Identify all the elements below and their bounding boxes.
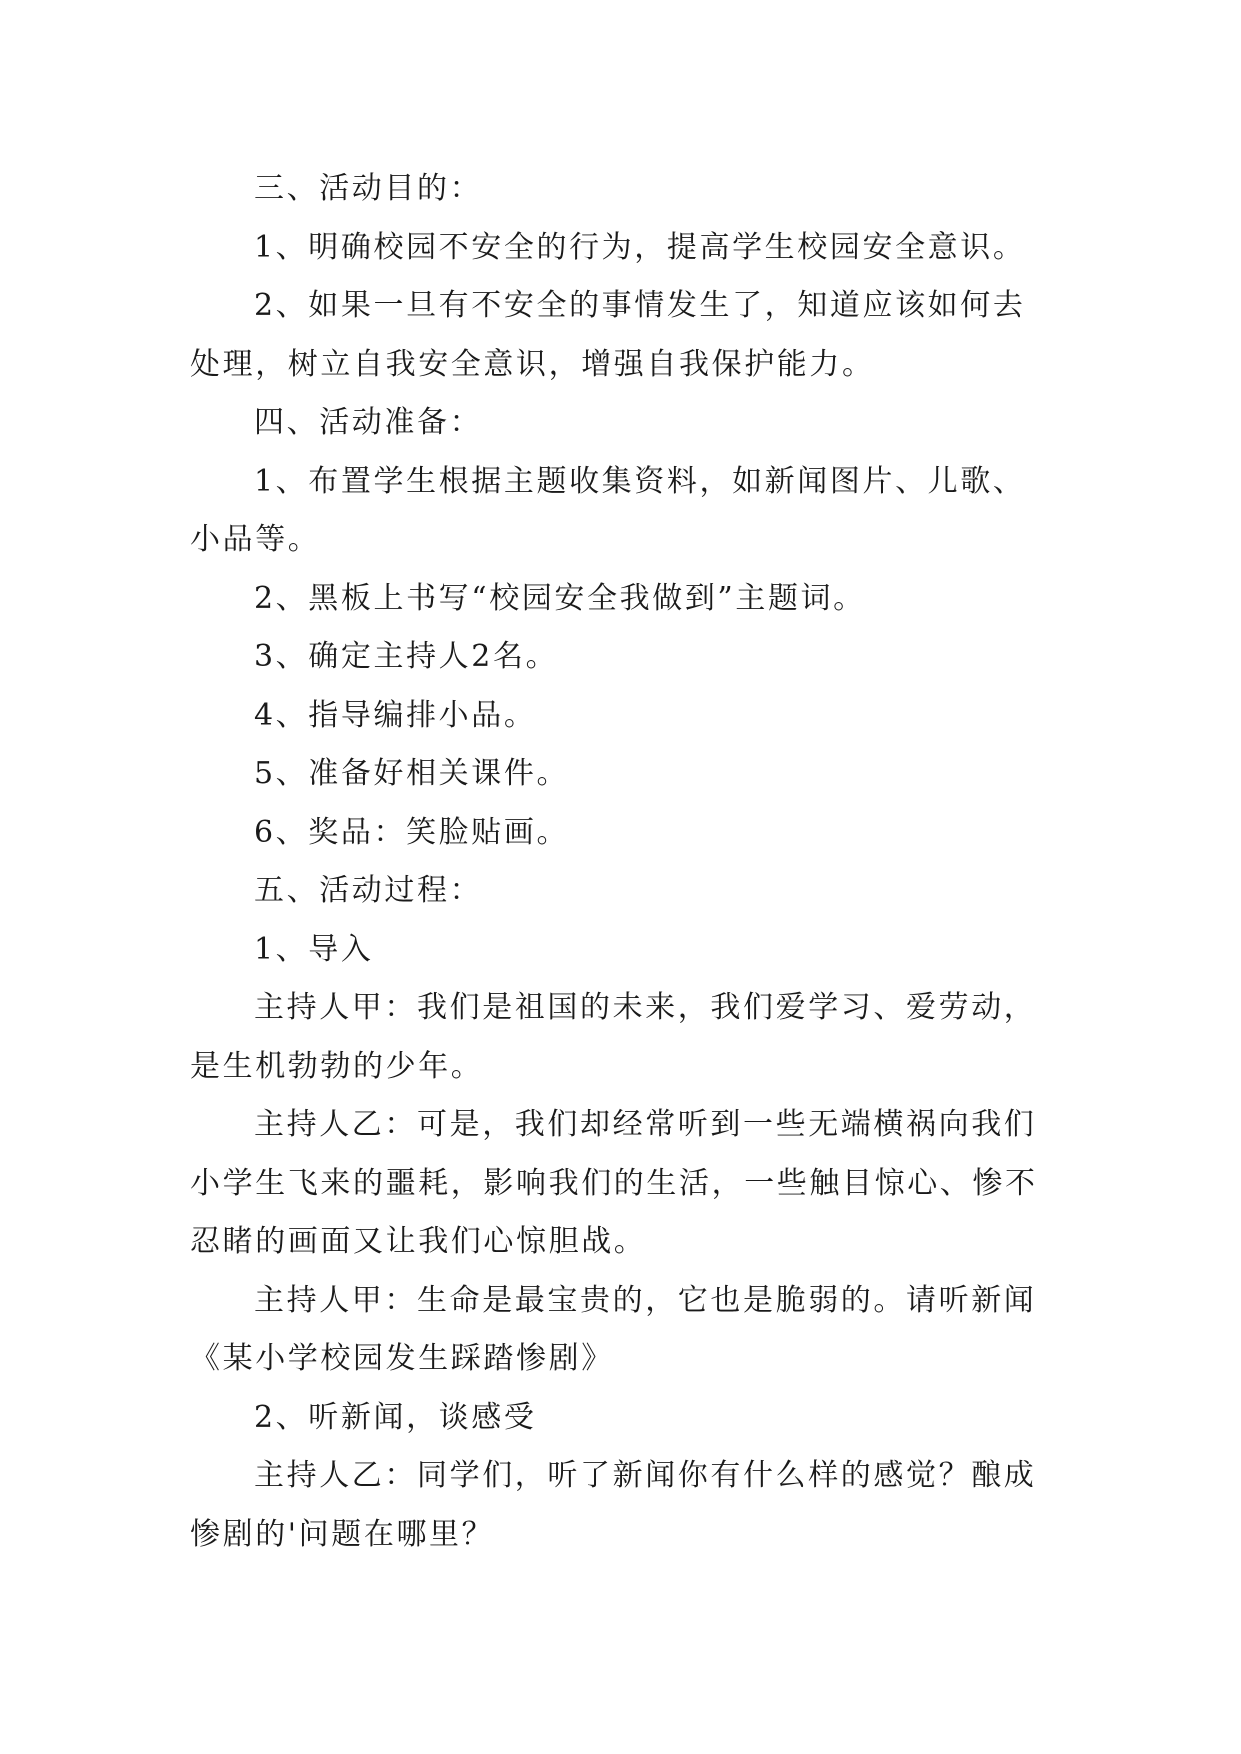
preparation-item-4: 4、指导编排小品。: [254, 697, 537, 733]
preparation-item-1: 1、布置学生根据主题收集资料，如新闻图片、儿歌、小品等。: [190, 463, 1026, 557]
dialogue-host-b-2: 主持人乙：同学们，听了新闻你有什么样的感觉？酿成惨剧的'问题在哪里？: [190, 1458, 1037, 1552]
purpose-item-2: 2、如果一旦有不安全的事情发生了，知道应该如何去处理，树立自我安全意识，增强自我保护能力。: [190, 288, 1026, 382]
section-heading-purpose: 三、活动目的：: [254, 171, 483, 206]
dialogue-host-a-1: 主持人甲：我们是祖国的未来，我们爱学习、爱劳动，是生机勃勃的少年。: [190, 990, 1037, 1084]
section-heading-process: 五、活动过程：: [254, 873, 483, 908]
preparation-item-6: 6、奖品：笑脸贴画。: [254, 814, 570, 850]
preparation-item-5: 5、准备好相关课件。: [254, 756, 570, 791]
purpose-item-1: 1、明确校园不安全的行为，提高学生校园安全意识。: [254, 229, 1026, 265]
section-heading-preparation: 四、活动准备：: [254, 405, 483, 440]
preparation-item-2: 2、黑板上书写“校园安全我做到”主题词。: [254, 580, 866, 616]
dialogue-host-a-2: 主持人甲：生命是最宝贵的，它也是脆弱的。请听新闻《某小学校园发生踩踏惨剧》: [190, 1282, 1037, 1376]
preparation-item-3: 3、确定主持人2名。: [254, 639, 559, 674]
process-step-1: 1、导入: [254, 931, 374, 967]
dialogue-host-b-1: 主持人乙：可是，我们却经常听到一些无端横祸向我们小学生飞来的噩耗，影响我们的生活，一些触目惊心、惨不忍睹的画面又让我们心惊胆战。: [190, 1107, 1038, 1259]
document-body: [190, 160, 1050, 1564]
process-step-2: 2、听新闻，谈感受: [254, 1399, 537, 1435]
